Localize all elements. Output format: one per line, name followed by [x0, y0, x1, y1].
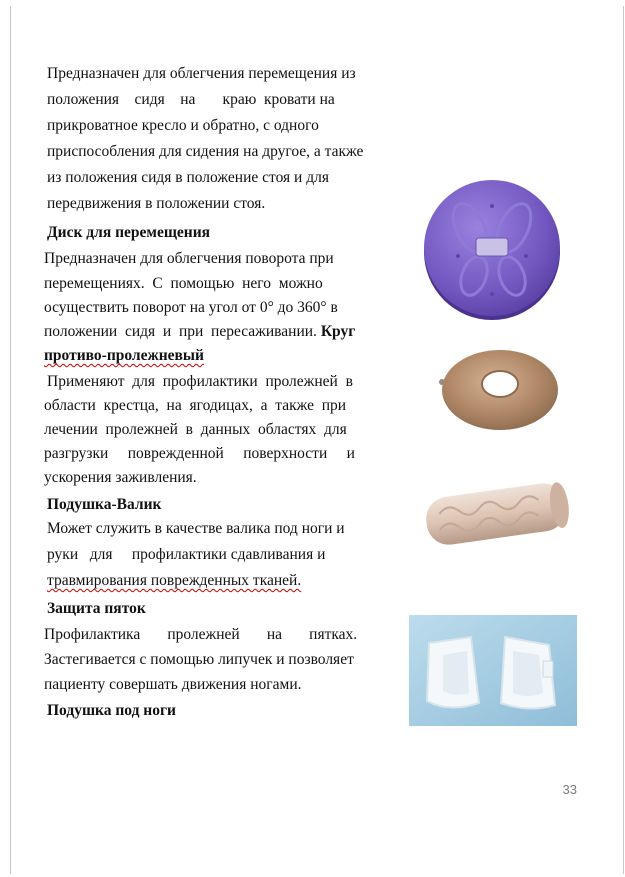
ring-line-3: лечении пролежней в данных областях для [44, 421, 347, 438]
heel-line-1: Профилактика пролежней на пятках. [44, 626, 358, 643]
disk-line-4-text: положении сидя и при пересаживании. [44, 323, 317, 340]
roller-pillow-image [420, 476, 572, 552]
ring-heading-text: противо-пролежневый [44, 347, 204, 364]
ring-line-1: Применяют для профилактики пролежней в [47, 373, 353, 390]
roller-line-2: руки для профилактики сдавливания и [47, 546, 326, 563]
roller-line-3-text: травмирования поврежденных тканей. [47, 572, 302, 589]
intro-line-6: передвижения в положении стоя. [47, 195, 266, 212]
rotation-disk-image [418, 176, 566, 324]
heel-line-2: Застегивается с помощью липучек и позволяет [44, 651, 354, 668]
heel-heading: Защита пяток [47, 600, 146, 617]
ring-line-4: разгрузки поврежденной поверхности и [44, 445, 355, 462]
intro-line-1: Предназначен для облегчения перемещения из [47, 65, 356, 82]
disk-line-3: осуществить поворот на угол от 0° до 360° в [44, 299, 338, 316]
disk-line-1: Предназначен для облегчения поворота при [44, 250, 334, 267]
ring-line-5: ускорения заживления. [44, 469, 197, 486]
ring-heading-part1: Круг [320, 323, 356, 340]
heel-protector-image [409, 615, 577, 726]
disk-heading: Диск для перемещения [47, 224, 211, 241]
ring-heading-part2 [44, 344, 204, 369]
intro-line-5: из положения сидя в положение стоя и для [47, 169, 329, 186]
ring-line-2: области крестца, на ягодицах, а также при [44, 397, 347, 414]
intro-line-3: прикроватное кресло и обратно, с одного [47, 117, 319, 134]
page-number: 33 [562, 782, 577, 797]
disk-line-2: перемещениях. С помощью него можно [44, 275, 323, 292]
heel-line-3: пациенту совершать движения ногами. [44, 676, 302, 693]
intro-line-2: положения сидя на краю кровати на [47, 91, 335, 108]
leg-pillow-heading: Подушка под ноги [47, 702, 176, 719]
roller-line-1: Может служить в качестве валика под ноги и [47, 520, 345, 537]
intro-line-4: приспособления для сидения на другое, а также [47, 143, 364, 160]
disk-line-4 [44, 320, 355, 345]
roller-heading: Подушка-Валик [47, 496, 162, 513]
anti-bedsore-ring-image [436, 344, 562, 432]
roller-line-3 [47, 569, 301, 594]
